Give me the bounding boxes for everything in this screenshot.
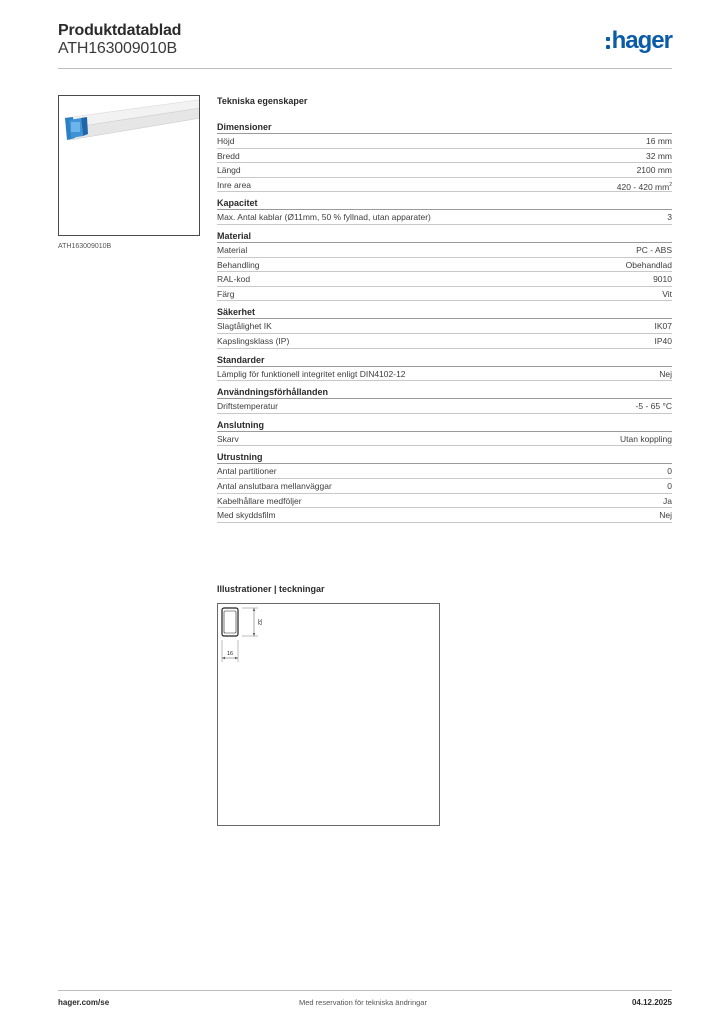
spec-value-text: 420 - 420 mm (616, 181, 670, 192)
section-kapacitet (217, 196, 672, 225)
section-material (217, 229, 672, 301)
spec-value: 32 mm (646, 150, 672, 161)
section-heading: Säkerhet (217, 305, 672, 319)
spec-value: -5 - 65 °C (635, 401, 672, 412)
spec-label: Kapslingsklass (IP) (217, 335, 290, 346)
spec-label: RAL-kod (217, 274, 251, 285)
spec-row (217, 367, 672, 382)
technical-specs (217, 96, 672, 527)
footer-disclaimer: Med reservation för tekniska ändringar (299, 998, 427, 1007)
spec-row (217, 210, 672, 225)
spec-value: Obehandlad (625, 259, 672, 270)
spec-label: Skarv (217, 433, 239, 444)
document-title: Produktdatablad (58, 22, 182, 39)
spec-label: Slagtålighet IK (217, 321, 272, 332)
spec-label: Bredd (217, 150, 240, 161)
section-heading: Standarder (217, 353, 672, 367)
spec-row (217, 243, 672, 258)
spec-label: Max. Antal kablar (Ø11mm, 50 % fyllnad, utan apparater) (217, 212, 431, 223)
spec-value: Vit (662, 288, 672, 299)
specs-title: Tekniska egenskaper (217, 96, 308, 106)
spec-value: 3 (667, 212, 672, 223)
spec-label: Längd (217, 165, 241, 176)
spec-label: Behandling (217, 259, 260, 270)
spec-row (217, 508, 672, 523)
spec-row (217, 287, 672, 302)
spec-label: Kabelhållare medföljer (217, 495, 302, 506)
section-heading: Dimensioner (217, 120, 672, 134)
width-dimension-label: 16 (226, 651, 234, 657)
spec-label: Färg (217, 288, 235, 299)
spec-value: 0 (667, 480, 672, 491)
spec-row (217, 334, 672, 349)
spec-label: Antal anslutbara mellanväggar (217, 480, 332, 491)
spec-row (217, 319, 672, 334)
section-dimensioner (217, 120, 672, 192)
hager-logo (606, 28, 672, 54)
section-heading: Användningsförhållanden (217, 385, 672, 399)
spec-value: PC - ABS (636, 244, 672, 255)
footer-date: 04.12.2025 (631, 998, 672, 1007)
spec-value: Utan koppling (620, 433, 672, 444)
spec-row (217, 399, 672, 414)
spec-label: Inre area (217, 179, 252, 190)
spec-row (217, 494, 672, 509)
product-photo (58, 95, 200, 236)
height-dimension-label: 32 (256, 618, 262, 626)
spec-value: 16 mm (646, 136, 672, 146)
section-utrustning (217, 450, 672, 522)
section-heading: Kapacitet (217, 196, 672, 210)
spec-row (217, 479, 672, 494)
section-heading: Material (217, 229, 672, 243)
logo-colon-icon (606, 37, 610, 49)
spec-value: Nej (659, 368, 672, 379)
spec-label: Lämplig för funktionell integritet enligt DIN4102-12 (217, 368, 406, 379)
spec-label: Höjd (217, 136, 235, 146)
superscript: 2 (669, 181, 672, 188)
section-sakerhet (217, 305, 672, 348)
section-anvandningsforhallanden (217, 385, 672, 414)
technical-drawing (217, 603, 440, 826)
spec-value: 2100 mm (636, 165, 672, 176)
profile-inner (224, 611, 236, 633)
spec-label: Driftstemperatur (217, 401, 278, 412)
spec-row (217, 464, 672, 479)
spec-row (217, 258, 672, 273)
section-heading: Anslutning (217, 418, 672, 432)
spec-value: Ja (663, 495, 672, 506)
spec-value: 9010 (653, 274, 672, 285)
duct-profile-drawing (218, 604, 439, 825)
spec-label: Med skyddsfilm (217, 510, 276, 521)
footer-website[interactable]: hager.com/se (58, 998, 110, 1007)
logo-text: hager (611, 27, 672, 54)
page-header (58, 22, 672, 68)
spec-row (217, 272, 672, 287)
spec-row (217, 178, 672, 193)
photo-caption: ATH163009010B (58, 243, 112, 250)
product-code: ATH163009010B (58, 40, 177, 57)
illustrations-title: Illustrationer | teckningar (217, 584, 325, 594)
section-anslutning (217, 418, 672, 447)
spec-row (217, 149, 672, 164)
spec-value: 0 (667, 466, 672, 477)
spec-value: IK07 (654, 321, 672, 332)
spec-label: Material (217, 244, 248, 255)
spec-row (217, 134, 672, 149)
spec-row (217, 163, 672, 178)
footer-divider (58, 990, 672, 991)
spec-row (217, 432, 672, 447)
spec-label: Antal partitioner (217, 466, 277, 477)
cable-duct-image (59, 96, 200, 236)
profile-outline (222, 608, 238, 636)
spec-value (617, 178, 672, 192)
section-heading: Utrustning (217, 450, 672, 464)
spec-value: IP40 (654, 335, 672, 346)
section-standarder (217, 353, 672, 382)
header-divider (58, 68, 672, 69)
spec-value: Nej (659, 510, 672, 521)
